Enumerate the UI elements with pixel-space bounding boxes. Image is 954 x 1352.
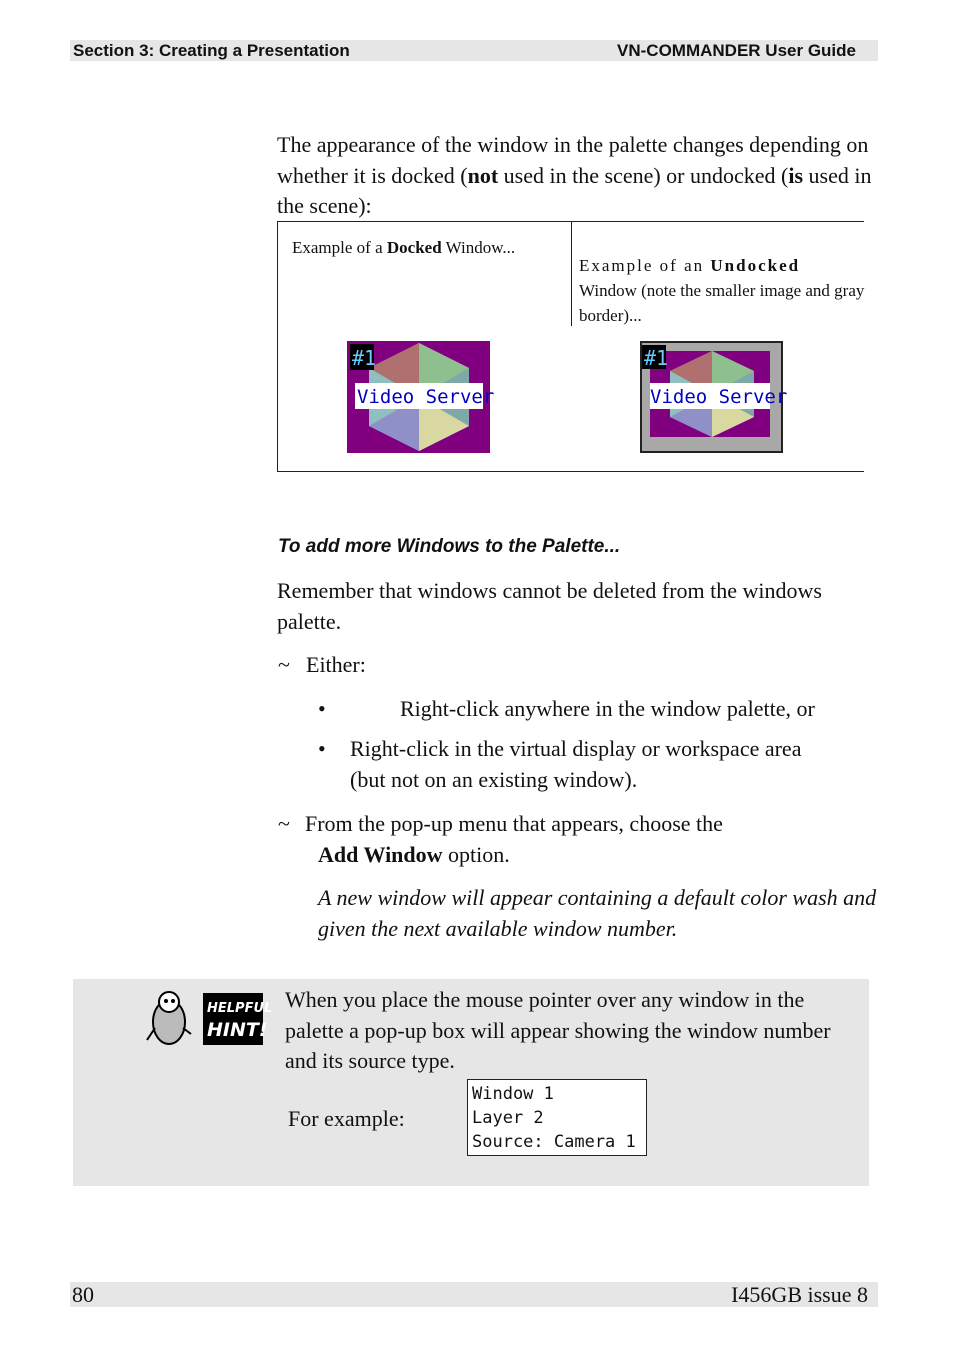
undocked-window-image — [644, 346, 788, 437]
undocked-window-thumbnail[interactable] — [640, 341, 788, 453]
example-label: For example: — [288, 1106, 405, 1131]
docked-caption: Example of a Docked Window... — [292, 238, 516, 257]
table-column-divider — [571, 222, 572, 326]
video-server-hexagon-icon — [644, 346, 788, 437]
helpful-hint-box — [73, 979, 869, 1186]
section-subheading: To add more Windows to the Palette... — [278, 536, 621, 557]
popup-line-source: Source: Camera 1 — [472, 1132, 636, 1152]
step-add-window: From the pop-up menu that appears, choose the Add Window option. — [305, 811, 723, 867]
document-issue: I456GB issue 8 — [731, 1282, 868, 1307]
page-number: 80 — [72, 1282, 94, 1307]
window-info-popup — [467, 1079, 647, 1156]
svg-text:HINT!: HINT! — [207, 1019, 268, 1041]
result-paragraph: A new window will appear containing a default color wash and given the next available window number. — [318, 885, 877, 941]
svg-text:#1: #1 — [644, 346, 669, 370]
svg-text:HELPFUL: HELPFUL — [207, 1001, 273, 1016]
svg-text:#1: #1 — [352, 346, 377, 370]
bullet-dot: • — [318, 696, 326, 721]
docked-undocked-table — [277, 221, 864, 472]
docked-window-thumbnail[interactable] — [347, 341, 495, 453]
intro-text-2: used in the scene) or undocked ( — [498, 162, 789, 188]
bullet-item: Right-click anywhere in the window palette, or — [400, 696, 815, 721]
popup-line-layer: Layer 2 — [472, 1108, 544, 1128]
hint-text: When you place the mouse pointer over any window in the palette a pop-up box will appear showing the window number and its source type. — [285, 987, 831, 1073]
intro-text-3: used in the scene): — [277, 162, 872, 218]
step-marker: ~ — [278, 811, 290, 836]
helpful-hint-badge — [141, 988, 273, 1048]
bullet-item: Right-click in the virtual display or workspace area (but not on an existing window). — [350, 736, 802, 792]
popup-line-window: Window 1 — [472, 1084, 554, 1104]
step-marker: ~ — [278, 652, 290, 677]
page-header — [70, 40, 878, 61]
svg-text:Video Server: Video Server — [650, 386, 788, 408]
step-either: Either: — [306, 652, 366, 677]
intro-paragraph — [277, 130, 877, 222]
svg-text:Video Server: Video Server — [357, 386, 495, 408]
intro-bold-not: not — [467, 162, 499, 188]
hint-mascot-icon — [141, 988, 273, 1048]
section-title: Section 3: Creating a Presentation — [73, 41, 350, 60]
page-footer — [70, 1282, 878, 1307]
remember-paragraph: Remember that windows cannot be deleted from the windows palette. — [277, 578, 822, 634]
bullet-dot: • — [318, 736, 326, 761]
guide-title: VN-COMMANDER User Guide — [617, 41, 856, 60]
video-server-hexagon-icon — [347, 341, 495, 453]
undocked-caption: Example of an Undocked Window (note the smaller image and gray border)... — [579, 256, 865, 325]
intro-text-1: The appearance of the window in the palette changes depending on whether it is docked ( — [277, 132, 869, 188]
intro-bold-is: is — [788, 162, 804, 188]
